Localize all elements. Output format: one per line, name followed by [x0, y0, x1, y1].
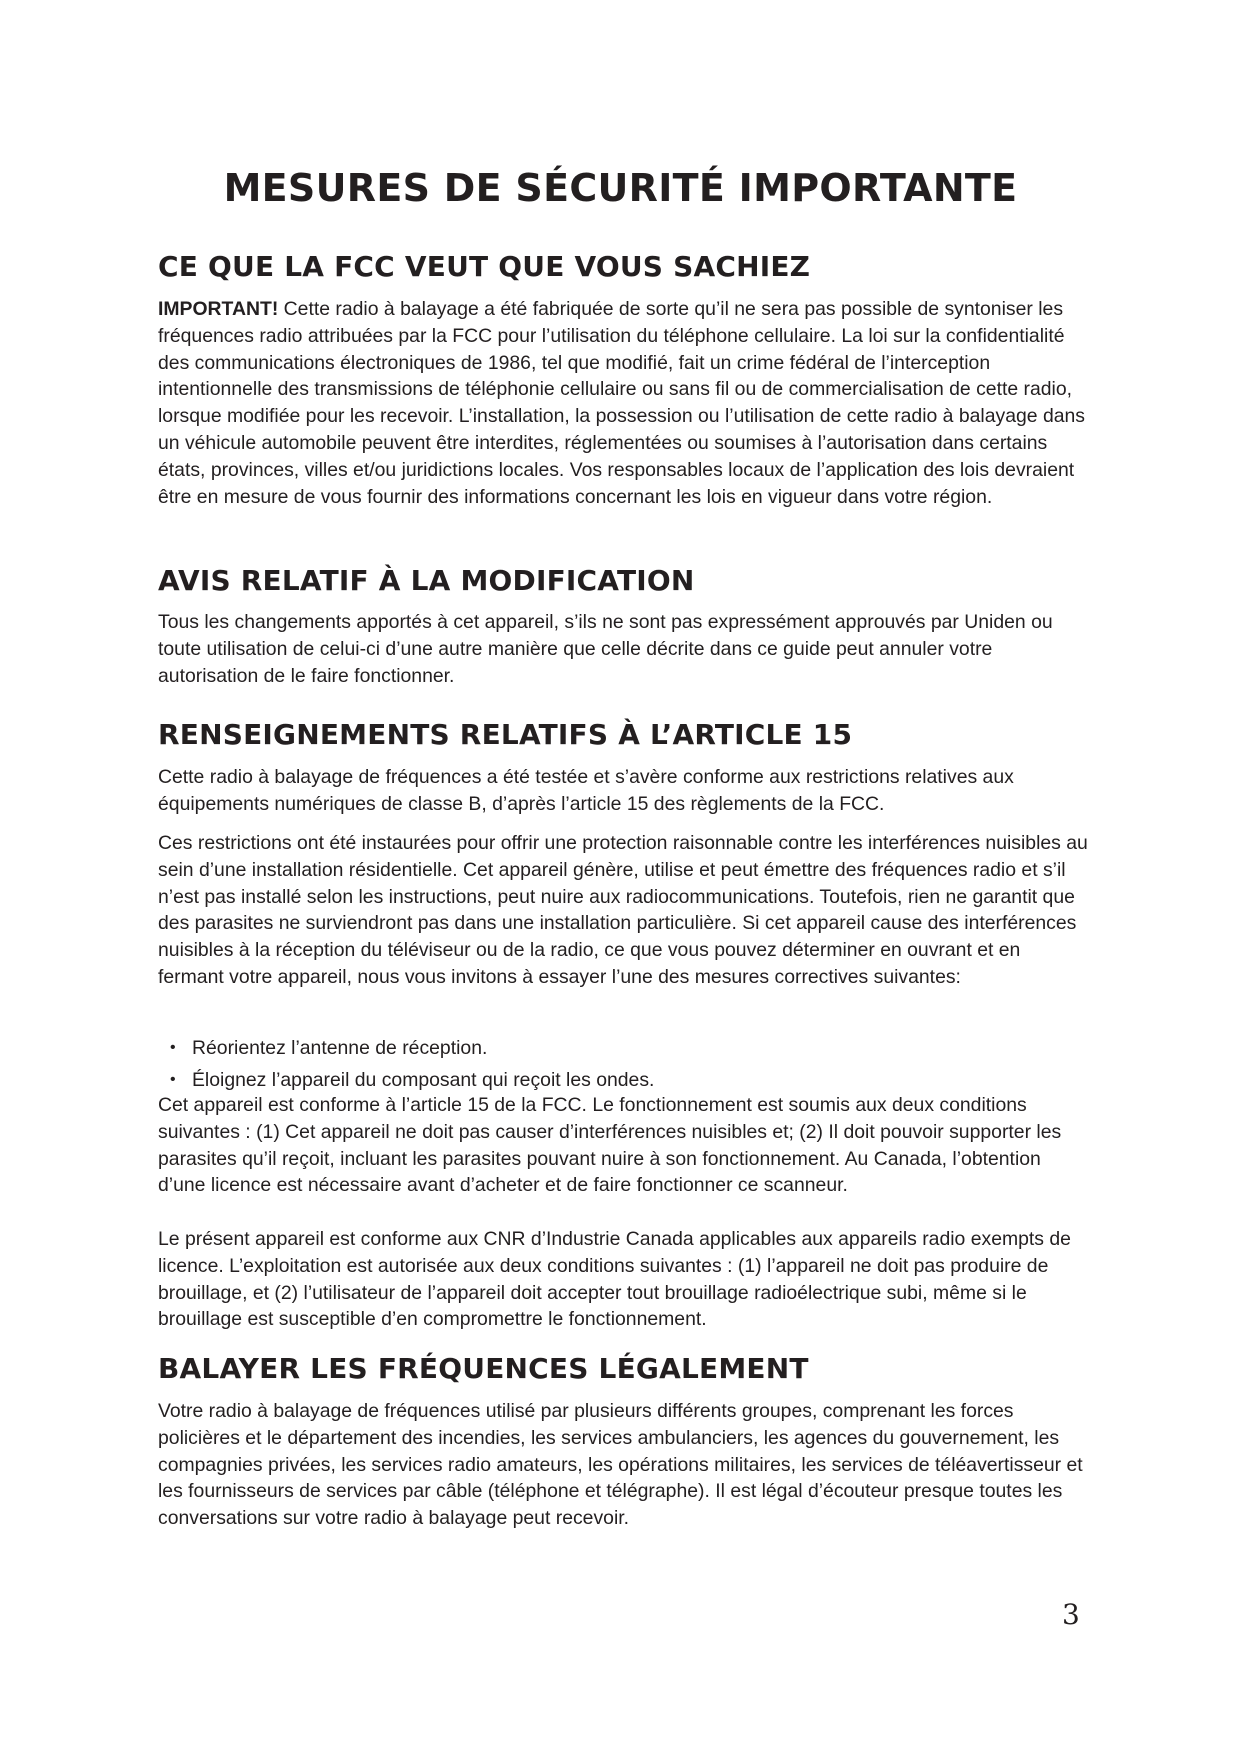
list-item-text: Réorientez l’antenne de réception. [192, 1037, 488, 1059]
bullet-icon: • [170, 1039, 176, 1056]
article15-paragraph-4: Le présent appareil est conforme aux CNR d’Industrie Canada applicables aux appareils radio exempts de licence. L’exploitation est autorisée aux deux conditions suivantes : (1) l’appareil ne doit pas produire de brouillage, et (2) l’utilisateur de l’appareil doit accepter tout brouillage radioélectrique subi, même si le brouillage est susceptible d’en compromettre le fonctionnement. [158, 1228, 1071, 1331]
important-label: IMPORTANT! [158, 298, 279, 320]
article15-paragraph-3: Cet appareil est conforme à l’article 15 de la FCC. Le fonctionnement est soumis aux deux conditions suivantes : (1) Cet appareil ne doit pas causer d’interférences nuisibles et; (2) Il doit pouvoir supporter les parasites qu’il reçoit, incluant les parasites pouvant nuire à son fonctionnement. Au Canada, l’obtention d’une licence est nécessaire avant d’acheter et de faire fonctionner ce scanneur. [158, 1094, 1062, 1197]
section-heading-article-15: RENSEIGNEMENTS RELATIFS À L’ARTICLE 15 [158, 718, 853, 751]
modification-paragraph: Tous les changements apportés à cet appareil, s’ils ne sont pas expressément approuvés par Uniden ou toute utilisation de celui-ci d’une autre manière que celle décrite dans ce guide peut annuler votre autorisation de le faire fonctionner. [158, 611, 1053, 687]
article15-paragraph-1: Cette radio à balayage de fréquences a été testée et s’avère conforme aux restrictions relatives aux équipements numériques de classe B, d’après l’article 15 des règlements de la FCC. [158, 766, 1014, 815]
list-item-text: Éloignez l’appareil du composant qui reçoit les ondes. [192, 1069, 655, 1091]
bullet-icon: • [170, 1071, 176, 1088]
section-heading-legal: BALAYER LES FRÉQUENCES LÉGALEMENT [158, 1352, 809, 1385]
section-heading-fcc: CE QUE LA FCC VEUT QUE VOUS SACHIEZ [158, 250, 811, 283]
list-item [170, 1032, 1070, 1064]
corrective-measures-list [170, 1032, 1070, 1096]
article15-paragraph-2: Ces restrictions ont été instaurées pour offrir une protection raisonnable contre les interférences nuisibles au sein d’une installation résidentielle. Cet appareil génère, utilise et peut émettre des fréquences radio et s’il n’est pas installé selon les instructions, peut nuire aux radiocommunications. Toutefois, rien ne garantit que des parasites ne surviendront pas dans une installation particulière. Si cet appareil cause des interférences nuisibles à la réception du téléviseur ou de la radio, ce que vous pouvez déterminer en ouvrant et en fermant votre appareil, nous vous invitons à essayer l’une des mesures correctives suivantes: [158, 832, 1088, 988]
section-heading-modification: AVIS RELATIF À LA MODIFICATION [158, 564, 695, 597]
page-number: 3 [1062, 1598, 1080, 1631]
legal-paragraph: Votre radio à balayage de fréquences utilisé par plusieurs différents groupes, comprenant les forces policières et le département des incendies, les services ambulanciers, les agences du gouvernement, les compagnies privées, les services radio amateurs, les opérations militaires, les services de téléavertisseur et les fournisseurs de services par câble (téléphone et télégraphe). Il est légal d’écouteur presque toutes les conversations sur votre radio à balayage peut recevoir. [158, 1400, 1083, 1530]
page-title: MESURES DE SÉCURITÉ IMPORTANTE [223, 166, 1018, 210]
fcc-text: Cette radio à balayage a été fabriquée de sorte qu’il ne sera pas possible de syntoniser les fréquences radio attribuées par la FCC pour l’utilisation du téléphone cellulaire. La loi sur la confidentialité des communications électroniques de 1986, tel que modifié, fait un crime fédéral de l’interception intentionnelle des transmissions de téléphonie cellulaire ou sans fil ou de commercialisation de cette radio, lorsque modifiée pour les recevoir. L’installation, la possession ou l’utilisation de cette radio à balayage dans un véhicule automobile peuvent être interdites, réglementées ou soumises à l’autorisation dans certains états, provinces, villes et/ou juridictions locales. Vos responsables locaux de l’application des lois devraient être en mesure de vous fournir des informations concernant les lois en vigueur dans votre région. [158, 298, 1086, 508]
fcc-paragraph [158, 296, 1088, 510]
